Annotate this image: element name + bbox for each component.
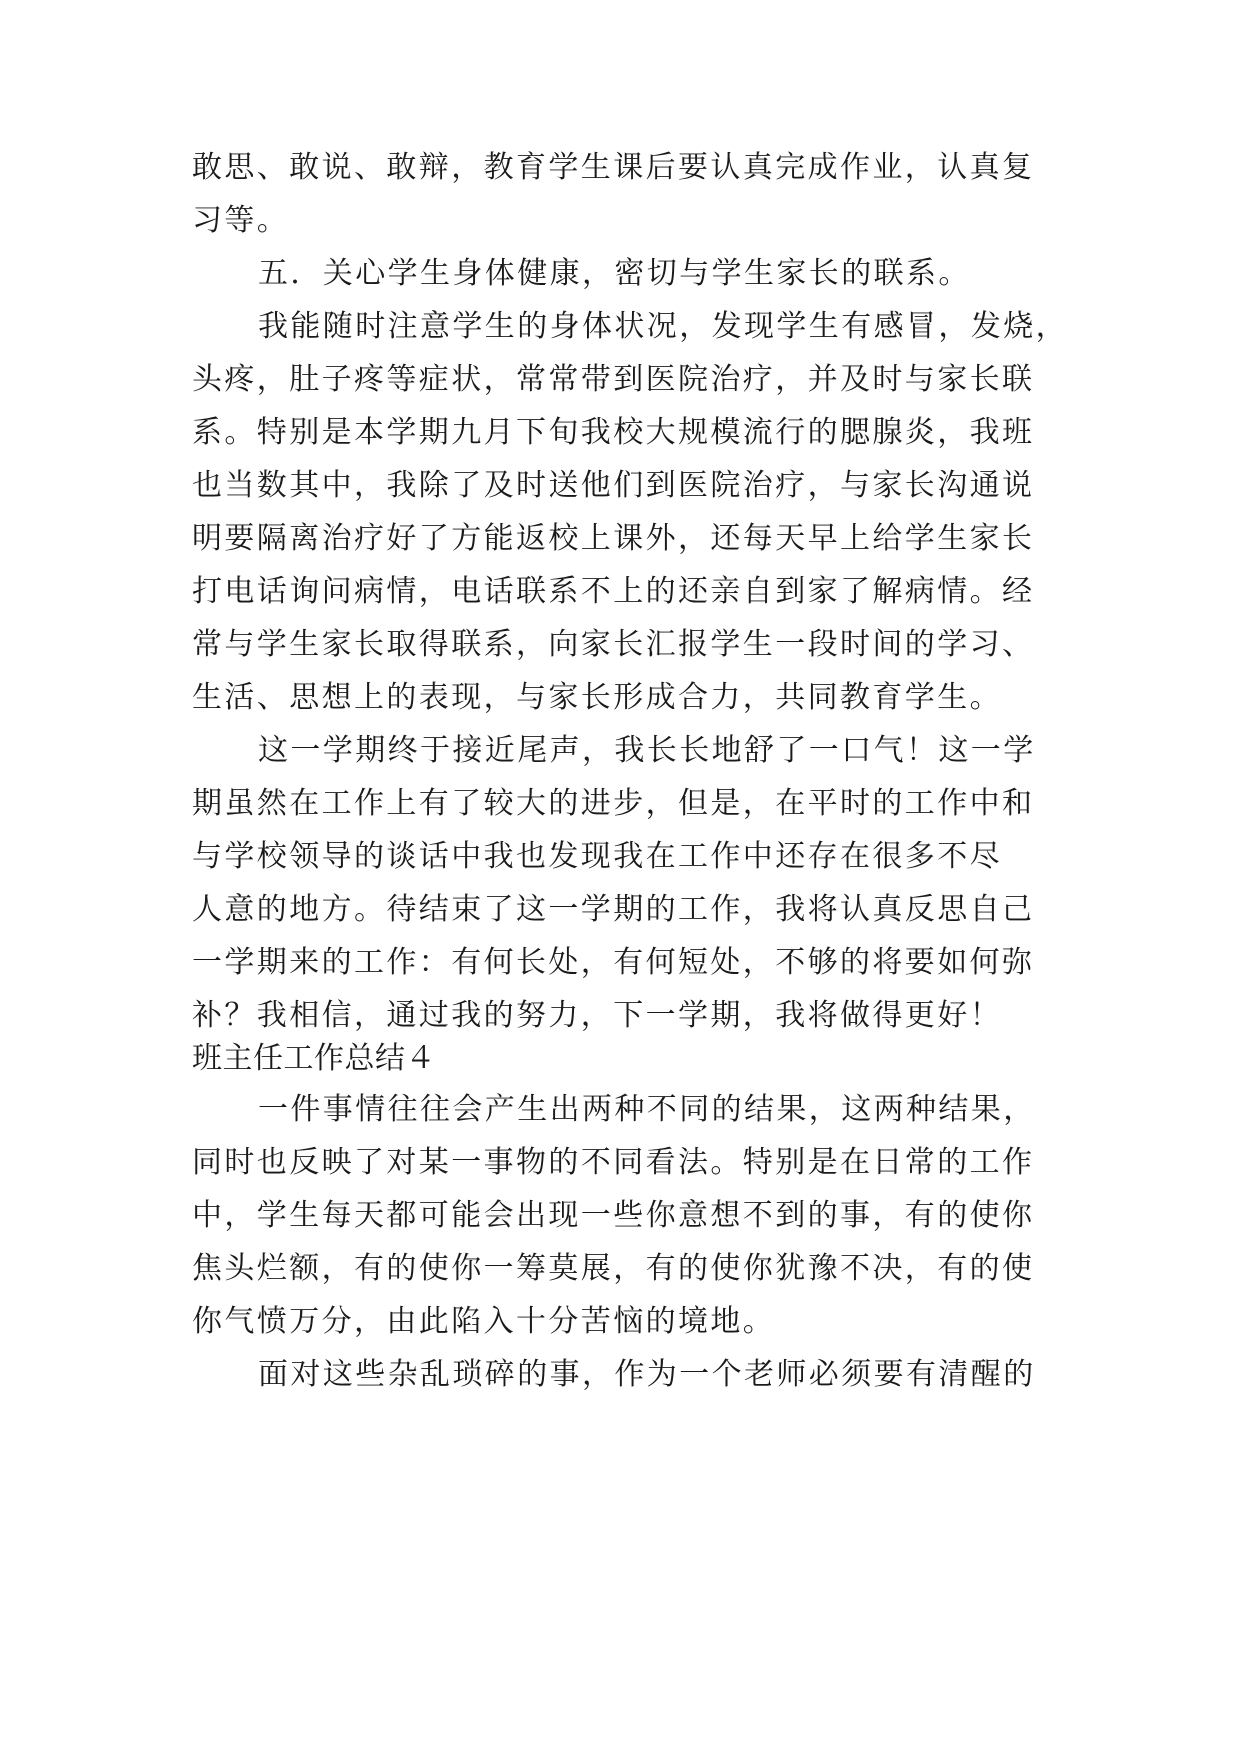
text-line: 中，学生每天都可能会出现一些你意想不到的事，有的使你: [192, 1198, 1035, 1233]
section-heading: 五．关心学生身体健康，密切与学生家长的联系。: [258, 256, 971, 291]
text-line: 头疼，肚子疼等症状，常常带到医院治疗，并及时与家长联: [192, 362, 1035, 397]
text-line: 明要隔离治疗好了方能返校上课外，还每天早上给学生家长: [192, 521, 1035, 556]
text-line: 系。特别是本学期九月下旬我校大规模流行的腮腺炎，我班: [192, 415, 1035, 450]
paragraph-first-line: 一件事情往往会产生出两种不同的结果，这两种结果，: [258, 1092, 1036, 1127]
text-line: 也当数其中，我除了及时送他们到医院治疗，与家长沟通说: [192, 468, 1035, 503]
text-line: 敢思、敢说、敢辩，教育学生课后要认真完成作业，认真复: [192, 150, 1035, 185]
text-line: 习等。: [192, 203, 290, 238]
text-line: 生活、思想上的表现，与家长形成合力，共同教育学生。: [192, 680, 1002, 715]
text-line: 补？我相信，通过我的努力，下一学期，我将做得更好！: [192, 998, 1002, 1033]
text-line: 常与学生家长取得联系，向家长汇报学生一段时间的学习、: [192, 627, 1035, 662]
text-line: 你气愤万分，由此陷入十分苦恼的境地。: [192, 1304, 776, 1339]
text-line: 一学期来的工作：有何长处，有何短处，不够的将要如何弥: [192, 945, 1035, 980]
text-line: 焦头烂额，有的使你一筹莫展，有的使你犹豫不决，有的使: [192, 1251, 1035, 1286]
paragraph-first-line: 我能随时注意学生的身体状况，发现学生有感冒，发烧，: [258, 309, 1068, 344]
text-line: 打电话询问病情，电话联系不上的还亲自到家了解病情。经: [192, 574, 1035, 609]
section-title: 班主任工作总结４: [192, 1041, 436, 1076]
text-line: 与学校领导的谈话中我也发现我在工作中还存在很多不尽: [192, 839, 1002, 874]
text-line: 期虽然在工作上有了较大的进步，但是，在平时的工作中和: [192, 786, 1035, 821]
paragraph-first-line: 面对这些杂乱琐碎的事，作为一个老师必须要有清醒的: [258, 1357, 1036, 1392]
text-line: 人意的地方。待结束了这一学期的工作，我将认真反思自己: [192, 892, 1035, 927]
paragraph-first-line: 这一学期终于接近尾声，我长长地舒了一口气！这一学: [258, 733, 1036, 768]
text-line: 同时也反映了对某一事物的不同看法。特别是在日常的工作: [192, 1145, 1035, 1180]
